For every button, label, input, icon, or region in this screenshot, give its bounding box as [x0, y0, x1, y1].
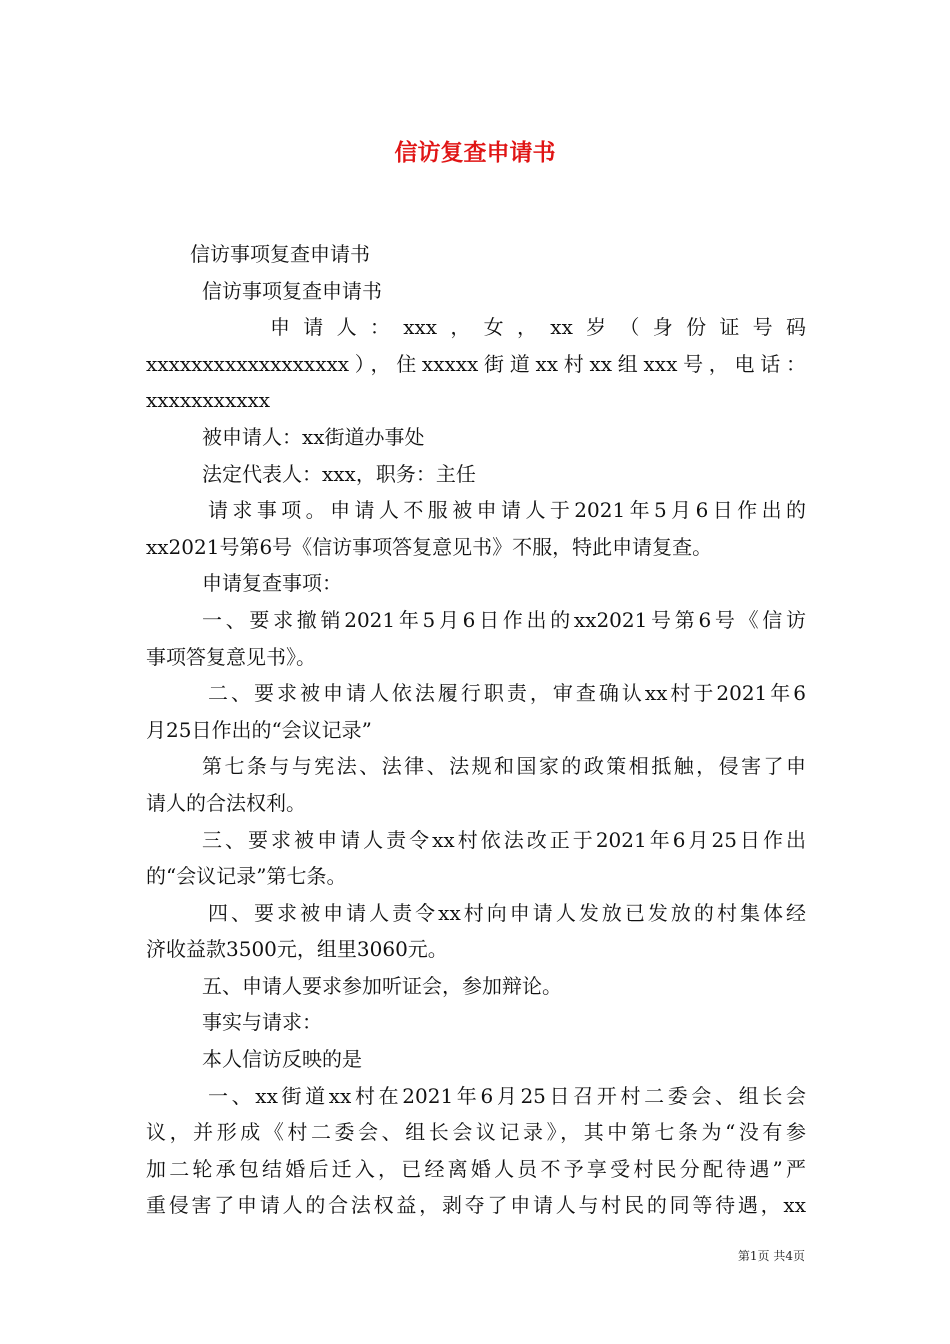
paragraph-line: 事项答复意见书》。 [146, 644, 316, 669]
paragraph-line: 一、xx街道xx村在2021年6月25日召开村二委会、组长会 [208, 1083, 806, 1108]
paragraph-line: 五、申请人要求参加听证会，参加辩论。 [202, 973, 562, 998]
paragraph-line: 济收益款3500元，组里3060元。 [146, 937, 448, 962]
document-body [146, 236, 806, 1224]
paragraph-line: 四、要求被申请人责令xx村向申请人发放已发放的村集体经 [208, 900, 806, 925]
paragraph-line: 二、要求被申请人依法履行职责，审查确认xx村于2021年6 [208, 681, 806, 706]
section-heading: 申请复查事项： [202, 571, 342, 596]
paragraph-line: 议，并形成《村二委会、组长会议记录》，其中第七条为“没有参 [146, 1120, 806, 1145]
paragraph-line: 的“会议记录”第七条。 [146, 864, 347, 889]
paragraph-line: 第七条与与宪法、法律、法规和国家的政策相抵触，侵害了申 [202, 754, 806, 779]
paragraph-line: 重侵害了申请人的合法权益，剥夺了申请人与村民的同等待遇，xx [146, 1193, 806, 1218]
page-number: 第1页 共4页 [737, 1249, 805, 1263]
document-title: 信访复查申请书 [394, 140, 556, 166]
paragraph-line: 三、要求被申请人责令xx村依法改正于2021年6月25日作出 [202, 827, 806, 852]
applicant-line: xxxxxxxxxxxxxxxxxx），住xxxxx街道xx村xx组xxx号，电话： [146, 351, 806, 376]
legal-rep-line: 法定代表人：xxx，职务：主任 [202, 461, 476, 486]
applicant-line: xxxxxxxxxxx [146, 388, 271, 413]
paragraph-line: 一、要求撤销2021年5月6日作出的xx2021号第6号《信访 [202, 607, 806, 632]
subtitle-line: 信访事项复查申请书 [190, 242, 370, 266]
paragraph-line: 月25日作出的“会议记录” [146, 717, 372, 742]
respondent-line: 被申请人：xx街道办事处 [202, 424, 425, 449]
paragraph-line: 请人的合法权利。 [146, 790, 306, 815]
applicant-line: 申请人：xxx，女，xx岁（身份证号码 [270, 315, 806, 340]
subtitle-line: 信访事项复查申请书 [202, 278, 382, 303]
paragraph-line: 请求事项。申请人不服被申请人于2021年5月6日作出的 [208, 498, 806, 523]
paragraph-line: xx2021号第6号《信访事项答复意见书》不服，特此申请复查。 [146, 534, 713, 559]
section-heading: 事实与请求： [202, 1010, 322, 1035]
paragraph-line: 本人信访反映的是 [202, 1047, 362, 1072]
paragraph-line: 加二轮承包结婚后迁入，已经离婚人员不予享受村民分配待遇”严 [146, 1156, 806, 1181]
